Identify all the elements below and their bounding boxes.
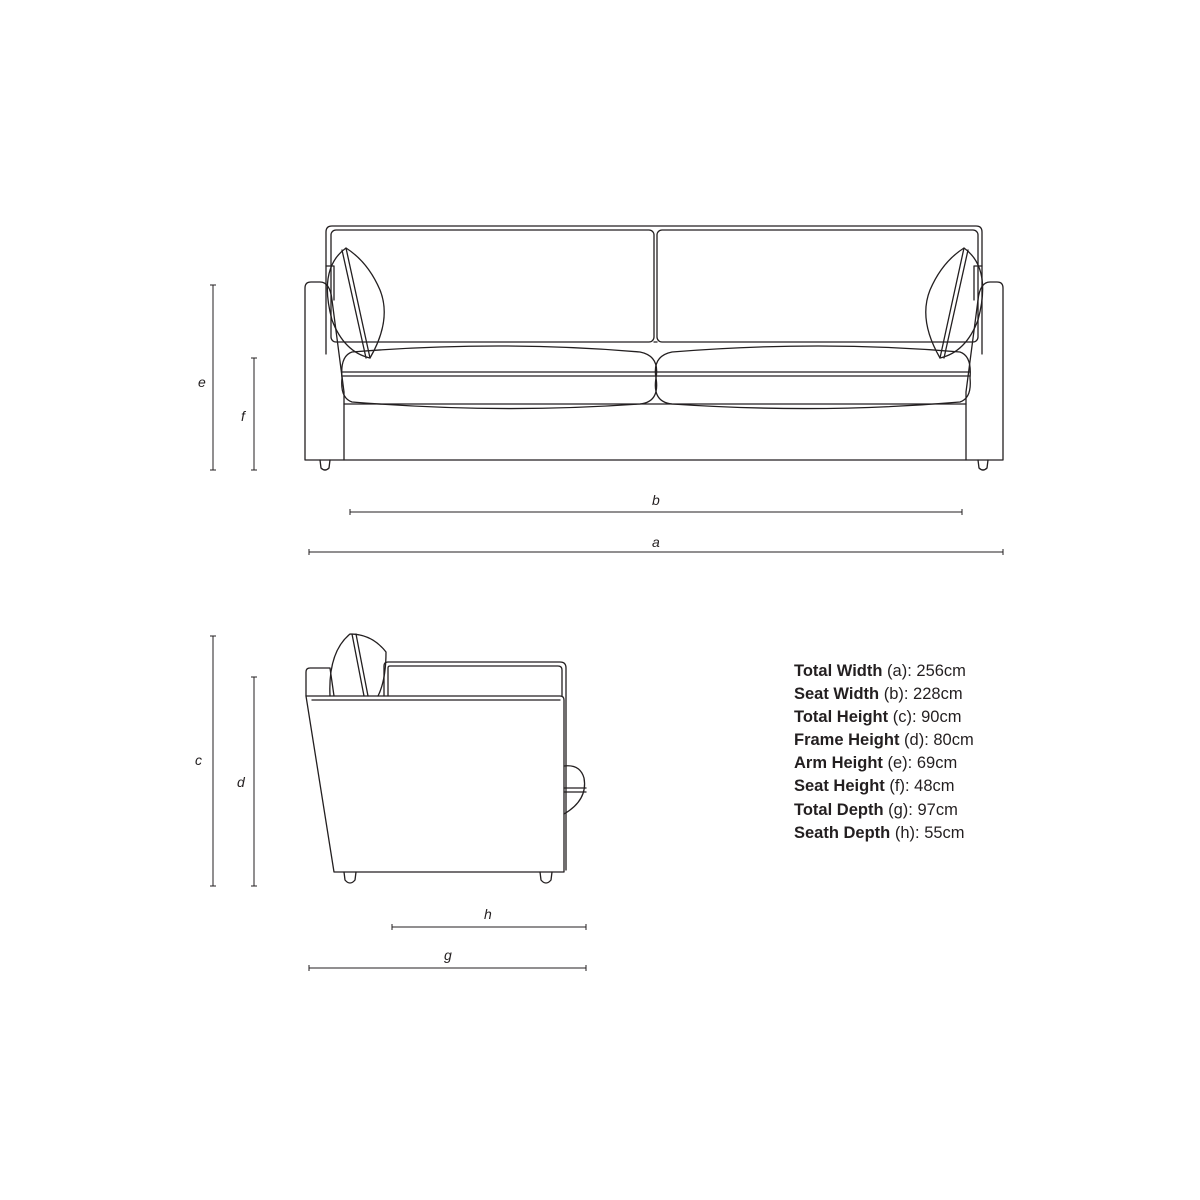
side-seat-cushion xyxy=(384,662,566,870)
right-arm xyxy=(966,282,1003,460)
front-foot-left xyxy=(320,460,330,470)
spec-name: Total Height xyxy=(794,708,889,727)
spec-letter: (e): xyxy=(887,754,913,773)
dimension-d xyxy=(251,677,257,886)
dimension-h xyxy=(392,924,586,930)
spec-value: 48cm xyxy=(914,777,955,796)
spec-value: 97cm xyxy=(917,800,958,819)
sofa-front-view xyxy=(305,226,1003,470)
front-foot-right xyxy=(978,460,988,470)
dimension-label-d: d xyxy=(237,774,245,790)
spec-name: Total Depth xyxy=(794,800,884,819)
spec-name: Seath Depth xyxy=(794,823,891,842)
spec-letter: (b): xyxy=(883,685,909,704)
side-foot-left xyxy=(344,872,356,883)
spec-letter: (a): xyxy=(887,662,912,680)
spec-value: 80cm xyxy=(933,731,974,750)
sofa-side-view xyxy=(306,634,586,883)
spec-name: Arm Height xyxy=(794,754,883,773)
spec-value: 69cm xyxy=(916,754,958,773)
spec-letter: (f): xyxy=(889,777,910,796)
side-foot-right xyxy=(540,872,552,883)
side-arm-body xyxy=(306,696,564,872)
spec-value: 228cm xyxy=(913,685,963,704)
spec-value: 256cm xyxy=(916,662,966,680)
dimension-label-c: c xyxy=(195,752,202,768)
spec-name: Seat Width xyxy=(794,685,880,704)
spec-total-depth xyxy=(794,799,974,822)
dimension-label-f: f xyxy=(241,408,245,424)
back-cushion-left xyxy=(331,230,654,342)
spec-name: Frame Height xyxy=(794,731,900,750)
dimension-spec-list xyxy=(794,660,974,845)
dimension-label-e: e xyxy=(198,374,206,390)
side-front-bolster xyxy=(564,766,585,814)
seat-cushion-right xyxy=(655,346,970,409)
back-cushion-right xyxy=(657,230,978,342)
seat-cushion-left xyxy=(342,346,657,409)
spec-letter: (c): xyxy=(892,708,917,727)
dimension-label-a: a xyxy=(652,534,660,550)
spec-total-width xyxy=(794,660,974,683)
spec-seat-width xyxy=(794,683,974,706)
spec-name: Total Width xyxy=(794,662,883,680)
dimension-label-b: b xyxy=(652,492,660,508)
spec-name: Seat Height xyxy=(794,777,885,796)
spec-letter: (h): xyxy=(894,823,920,842)
dimension-f xyxy=(251,358,257,470)
spec-seat-depth xyxy=(794,822,974,845)
dimension-c xyxy=(210,636,216,886)
spec-seat-height xyxy=(794,775,974,798)
dimension-label-h: h xyxy=(484,906,492,922)
dimension-label-g: g xyxy=(444,947,452,963)
dimension-e xyxy=(210,285,216,470)
spec-letter: (d): xyxy=(904,731,929,750)
spec-frame-height xyxy=(794,729,974,752)
left-arm xyxy=(305,282,344,460)
spec-value: 90cm xyxy=(921,708,962,727)
dimension-g xyxy=(309,965,586,971)
spec-value: 55cm xyxy=(924,823,965,842)
spec-letter: (g): xyxy=(888,800,913,819)
dimension-b xyxy=(350,509,962,515)
spec-arm-height xyxy=(794,752,974,775)
spec-total-height xyxy=(794,706,974,729)
